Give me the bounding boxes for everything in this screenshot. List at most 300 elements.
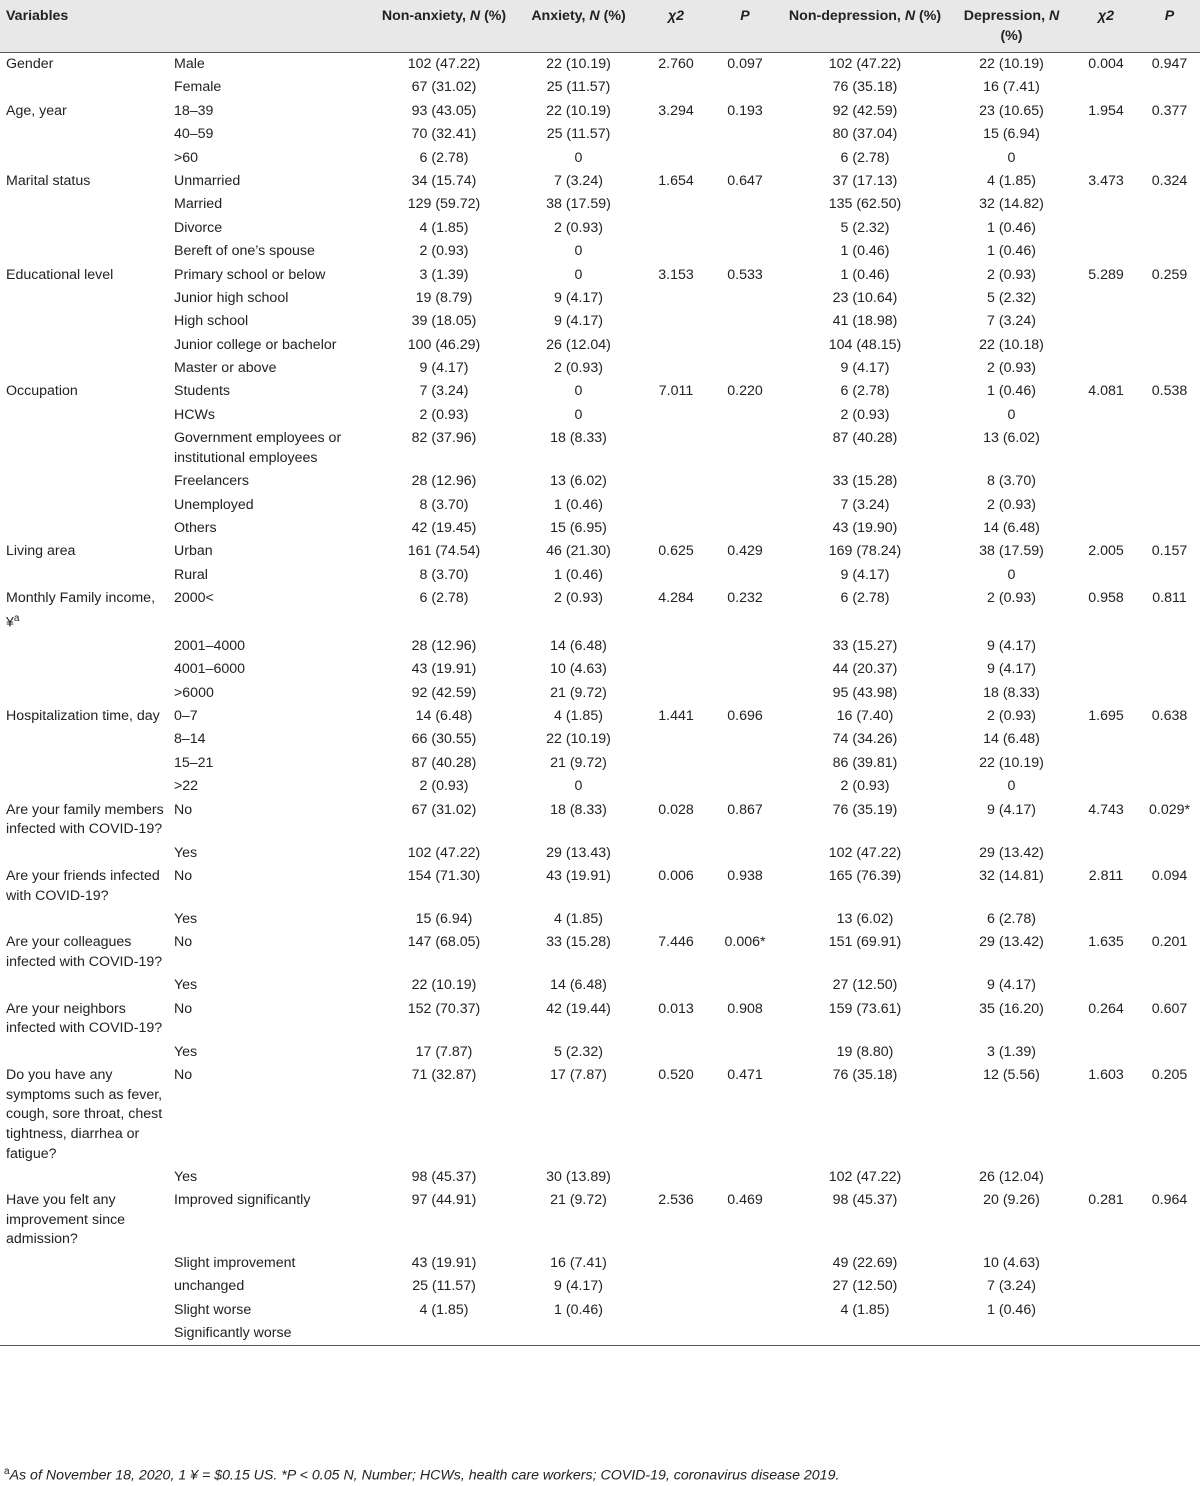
non-depression-cell (780, 564, 950, 587)
non-anxiety-cell-text: 8 (3.70) (419, 566, 469, 583)
depression-cell-text: 13 (6.02) (983, 430, 1040, 447)
p-anxiety-cell (710, 564, 780, 587)
p-depression-cell (1139, 635, 1200, 658)
depression-cell-text: 3 (1.39) (987, 1043, 1036, 1060)
category-cell-text: >22 (174, 778, 199, 795)
table-row (0, 775, 1200, 798)
variable-cell (0, 494, 168, 517)
non-depression-cell-text: 6 (2.78) (840, 383, 890, 400)
chi-square-depression-cell (1073, 76, 1139, 99)
depression-cell (950, 1041, 1073, 1064)
anxiety-cell (515, 427, 642, 470)
header-p-depression-label: P (1164, 8, 1175, 24)
category-cell (168, 865, 373, 908)
non-depression-cell (780, 1166, 950, 1189)
chi-square-anxiety-cell (642, 1299, 710, 1322)
p-depression-cell (1139, 357, 1200, 380)
p-depression-cell (1139, 147, 1200, 170)
non-depression-cell (780, 404, 950, 427)
non-depression-cell-text: 16 (7.40) (836, 708, 894, 725)
non-depression-cell (780, 799, 950, 842)
variable-cell (0, 752, 168, 775)
depression-cell-text: 16 (7.41) (983, 79, 1040, 96)
p-depression-cell (1139, 908, 1200, 931)
category-cell (168, 76, 373, 99)
non-depression-cell-text: 9 (4.17) (840, 360, 890, 377)
depression-cell (950, 775, 1073, 798)
p-depression-cell (1139, 123, 1200, 146)
category-cell (168, 1041, 373, 1064)
non-depression-cell-text: 2 (0.93) (840, 406, 890, 423)
category-cell-text: 40–59 (174, 126, 214, 143)
non-depression-cell (780, 1064, 950, 1166)
category-cell (168, 635, 373, 658)
variable-cell (0, 147, 168, 170)
variable-cell (0, 908, 168, 931)
variable-cell (0, 287, 168, 310)
anxiety-cell-text: 0 (574, 383, 583, 400)
depression-cell (950, 264, 1073, 287)
variable-cell (0, 517, 168, 540)
non-anxiety-cell (373, 635, 515, 658)
chi-square-depression-cell (1073, 1166, 1139, 1189)
variable-cell (0, 217, 168, 240)
table-header (0, 0, 1200, 53)
category-cell-text: Yes (174, 1043, 198, 1060)
depression-cell (950, 427, 1073, 470)
category-cell-text: Urban (174, 543, 213, 560)
category-cell (168, 658, 373, 681)
p-depression-cell (1139, 799, 1200, 842)
p-anxiety-cell (710, 470, 780, 493)
depression-cell-text: 32 (14.82) (979, 196, 1044, 213)
p-depression-cell (1139, 775, 1200, 798)
non-anxiety-cell (373, 682, 515, 705)
category-cell (168, 404, 373, 427)
category-cell (168, 998, 373, 1041)
depression-cell (950, 540, 1073, 563)
anxiety-cell-text: 9 (4.17) (554, 1278, 603, 1295)
chi-square-anxiety-cell-text: 0.625 (658, 543, 694, 560)
non-depression-cell-text: 1 (0.46) (840, 266, 890, 283)
category-cell-text: Others (174, 520, 217, 537)
depression-cell (950, 494, 1073, 517)
variable-cell-text: Living area (6, 543, 76, 560)
non-depression-cell (780, 517, 950, 540)
category-cell (168, 931, 373, 974)
anxiety-cell (515, 494, 642, 517)
anxiety-cell-text: 42 (19.44) (546, 1000, 611, 1017)
table-row (0, 587, 1200, 635)
non-depression-cell-text: 159 (73.61) (828, 1000, 902, 1017)
anxiety-cell-text: 25 (11.57) (546, 79, 611, 96)
chi-square-depression-cell (1073, 240, 1139, 263)
chi-square-anxiety-cell (642, 147, 710, 170)
table-row (0, 170, 1200, 193)
category-cell-text: 18–39 (174, 102, 214, 119)
p-depression-cell-text: 0.201 (1151, 934, 1188, 951)
non-depression-cell-text: 74 (34.26) (832, 731, 898, 748)
non-anxiety-cell (373, 998, 515, 1041)
table-row (0, 1166, 1200, 1189)
category-cell (168, 494, 373, 517)
chi-square-anxiety-cell (642, 310, 710, 333)
depression-cell-text: 2 (0.93) (987, 590, 1036, 607)
anxiety-cell (515, 1299, 642, 1322)
header-chi-square-depression (1073, 0, 1139, 53)
p-anxiety-cell (710, 752, 780, 775)
p-anxiety-cell (710, 404, 780, 427)
depression-cell-text: 18 (8.33) (983, 684, 1040, 701)
chi-square-depression-cell-text: 5.289 (1088, 266, 1124, 283)
table-row (0, 310, 1200, 333)
non-depression-cell (780, 53, 950, 77)
non-depression-cell (780, 865, 950, 908)
variable-cell (0, 170, 168, 193)
variable-cell (0, 865, 168, 908)
depression-cell (950, 728, 1073, 751)
anxiety-cell (515, 752, 642, 775)
header-non-depression-pct: (%) (915, 8, 942, 24)
p-depression-cell (1139, 587, 1200, 635)
chi-square-anxiety-cell (642, 170, 710, 193)
category-cell-text: No (174, 934, 193, 951)
p-depression-cell-text: 0.538 (1151, 383, 1188, 400)
table-row (0, 357, 1200, 380)
anxiety-cell-text: 29 (13.43) (546, 844, 611, 861)
chi-square-depression-cell-text: 2.005 (1088, 543, 1124, 560)
variable-cell (0, 1041, 168, 1064)
chi-square-anxiety-cell (642, 427, 710, 470)
p-anxiety-cell (710, 380, 780, 403)
variable-cell (0, 76, 168, 99)
anxiety-cell-text: 0 (574, 406, 583, 423)
p-anxiety-cell (710, 217, 780, 240)
non-depression-cell-text: 6 (2.78) (840, 149, 890, 166)
variable-cell (0, 775, 168, 798)
table-row (0, 380, 1200, 403)
non-anxiety-cell (373, 587, 515, 635)
p-anxiety-cell (710, 1041, 780, 1064)
non-depression-cell-text: 41 (18.98) (832, 313, 898, 330)
non-anxiety-cell (373, 540, 515, 563)
non-anxiety-cell (373, 705, 515, 728)
category-cell-text: 15–21 (174, 754, 214, 771)
non-depression-cell-text: 95 (43.98) (832, 684, 898, 701)
category-cell (168, 123, 373, 146)
table-row (0, 1299, 1200, 1322)
variable-cell (0, 334, 168, 357)
p-depression-cell (1139, 264, 1200, 287)
chi-square-anxiety-cell-text: 7.446 (658, 934, 694, 951)
non-anxiety-cell-text: 67 (31.02) (411, 801, 477, 818)
p-depression-cell (1139, 334, 1200, 357)
header-p-depression (1139, 0, 1200, 53)
non-depression-cell (780, 494, 950, 517)
variable-cell (0, 404, 168, 427)
anxiety-cell-text: 9 (4.17) (554, 313, 603, 330)
chi-square-anxiety-cell (642, 217, 710, 240)
non-anxiety-cell-text: 22 (10.19) (411, 977, 477, 994)
non-anxiety-cell (373, 865, 515, 908)
depression-cell (950, 380, 1073, 403)
chi-square-anxiety-cell (642, 635, 710, 658)
chi-square-depression-cell (1073, 170, 1139, 193)
depression-cell-text: 38 (17.59) (979, 543, 1044, 560)
p-depression-cell (1139, 658, 1200, 681)
category-cell (168, 287, 373, 310)
category-cell (168, 1299, 373, 1322)
anxiety-cell-text: 21 (9.72) (550, 684, 607, 701)
non-depression-cell (780, 1275, 950, 1298)
anxiety-cell (515, 635, 642, 658)
anxiety-cell-text: 0 (574, 266, 583, 283)
chi-square-depression-cell (1073, 147, 1139, 170)
chi-square-depression-cell (1073, 427, 1139, 470)
category-cell (168, 1275, 373, 1298)
variable-cell (0, 240, 168, 263)
chi-square-anxiety-cell (642, 334, 710, 357)
p-depression-cell (1139, 287, 1200, 310)
anxiety-cell (515, 1275, 642, 1298)
anxiety-cell (515, 380, 642, 403)
category-cell (168, 799, 373, 842)
anxiety-cell (515, 240, 642, 263)
non-anxiety-cell-text: 43 (19.91) (411, 661, 477, 678)
anxiety-cell-text: 16 (7.41) (550, 1254, 607, 1271)
depression-cell (950, 998, 1073, 1041)
depression-cell (950, 1252, 1073, 1275)
non-depression-cell-text: 7 (3.24) (840, 496, 890, 513)
depression-cell (950, 1299, 1073, 1322)
anxiety-cell (515, 775, 642, 798)
chi-square-anxiety-cell (642, 100, 710, 123)
table-row (0, 100, 1200, 123)
non-depression-cell-text: 33 (15.27) (832, 637, 898, 654)
depression-cell-text: 22 (10.19) (979, 56, 1044, 72)
variable-cell (0, 264, 168, 287)
p-depression-cell (1139, 404, 1200, 427)
non-anxiety-cell (373, 1064, 515, 1166)
p-anxiety-cell (710, 799, 780, 842)
variable-cell (0, 310, 168, 333)
depression-cell-text: 10 (4.63) (983, 1254, 1040, 1271)
chi-square-depression-cell (1073, 517, 1139, 540)
variable-cell (0, 540, 168, 563)
p-anxiety-cell (710, 357, 780, 380)
p-anxiety-cell (710, 1166, 780, 1189)
header-chi-square-anxiety-label: χ2 (667, 8, 685, 24)
anxiety-cell-text: 21 (9.72) (550, 1192, 607, 1209)
category-cell-text: No (174, 868, 193, 885)
anxiety-cell-text: 5 (2.32) (554, 1043, 603, 1060)
category-cell-text: Unmarried (174, 172, 241, 189)
table-row (0, 705, 1200, 728)
non-depression-cell (780, 1252, 950, 1275)
chi-square-anxiety-cell (642, 1189, 710, 1252)
p-depression-cell-text: 0.324 (1151, 172, 1188, 189)
anxiety-cell (515, 53, 642, 77)
chi-square-depression-cell (1073, 494, 1139, 517)
non-depression-cell-text: 86 (39.81) (832, 754, 898, 771)
header-non-depression-label: Non-depression, (788, 8, 905, 24)
header-depression-label: Depression, (963, 8, 1049, 24)
chi-square-depression-cell-text: 1.603 (1088, 1067, 1124, 1084)
non-depression-cell (780, 775, 950, 798)
variable-cell (0, 587, 168, 635)
variable-cell (0, 728, 168, 751)
non-anxiety-cell-text: 152 (70.37) (407, 1000, 481, 1017)
variable-cell (0, 1166, 168, 1189)
variable-cell (0, 931, 168, 974)
table-row (0, 334, 1200, 357)
p-anxiety-cell (710, 540, 780, 563)
chi-square-anxiety-cell (642, 564, 710, 587)
non-anxiety-cell-text: 28 (12.96) (411, 473, 477, 490)
chi-square-anxiety-cell (642, 1322, 710, 1346)
table-row (0, 217, 1200, 240)
footnote-marker: a (4, 1466, 10, 1477)
anxiety-cell (515, 1041, 642, 1064)
non-depression-cell-text: 49 (22.69) (832, 1254, 898, 1271)
variable-cell-text: Gender (6, 56, 54, 72)
anxiety-cell-text: 2 (0.93) (554, 360, 603, 377)
category-cell-text: High school (174, 313, 249, 330)
anxiety-cell-text: 14 (6.48) (550, 977, 607, 994)
p-anxiety-cell (710, 517, 780, 540)
p-depression-cell (1139, 705, 1200, 728)
p-anxiety-cell (710, 587, 780, 635)
category-cell (168, 334, 373, 357)
p-anxiety-cell (710, 658, 780, 681)
chi-square-anxiety-cell (642, 1041, 710, 1064)
chi-square-anxiety-cell (642, 1064, 710, 1166)
non-depression-cell-text: 1 (0.46) (840, 243, 890, 260)
category-cell-text: >6000 (174, 684, 214, 701)
p-anxiety-cell (710, 865, 780, 908)
p-anxiety-cell-text: 0.533 (727, 266, 763, 283)
anxiety-cell-text: 4 (1.85) (554, 708, 603, 725)
table-row (0, 635, 1200, 658)
non-anxiety-cell (373, 380, 515, 403)
depression-cell (950, 517, 1073, 540)
depression-cell (950, 842, 1073, 865)
variable-cell (0, 380, 168, 403)
anxiety-cell (515, 357, 642, 380)
chi-square-depression-cell (1073, 380, 1139, 403)
non-depression-cell (780, 974, 950, 997)
anxiety-cell (515, 470, 642, 493)
non-depression-cell (780, 76, 950, 99)
anxiety-cell-text: 0 (574, 778, 583, 795)
p-depression-cell-text: 0.947 (1151, 56, 1188, 72)
non-depression-cell (780, 1322, 950, 1346)
non-anxiety-cell-text: 28 (12.96) (411, 637, 477, 654)
depression-cell-text: 9 (4.17) (987, 801, 1036, 818)
depression-cell-text: 35 (16.20) (979, 1000, 1044, 1017)
non-anxiety-cell (373, 123, 515, 146)
chi-square-depression-cell-text: 0.264 (1088, 1000, 1124, 1017)
non-anxiety-cell (373, 310, 515, 333)
p-anxiety-cell (710, 1322, 780, 1346)
header-category (168, 0, 373, 53)
variable-cell (0, 998, 168, 1041)
chi-square-depression-cell (1073, 908, 1139, 931)
depression-cell (950, 1064, 1073, 1166)
anxiety-cell (515, 587, 642, 635)
non-anxiety-cell-text: 4 (1.85) (419, 219, 469, 236)
anxiety-cell-text: 1 (0.46) (554, 1301, 603, 1318)
non-anxiety-cell (373, 658, 515, 681)
p-depression-cell (1139, 974, 1200, 997)
non-anxiety-cell-text: 34 (15.74) (411, 172, 477, 189)
variable-cell (0, 123, 168, 146)
depression-cell-text: 23 (10.65) (979, 102, 1044, 119)
anxiety-cell-text: 26 (12.04) (546, 336, 611, 353)
header-depression (950, 0, 1073, 53)
table-row (0, 53, 1200, 77)
category-cell (168, 842, 373, 865)
p-anxiety-cell (710, 100, 780, 123)
category-cell (168, 517, 373, 540)
chi-square-anxiety-cell (642, 658, 710, 681)
category-cell-text: Government employees or institutional employees (174, 430, 342, 466)
chi-square-depression-cell (1073, 728, 1139, 751)
variable-cell (0, 564, 168, 587)
non-anxiety-cell-text: 7 (3.24) (419, 383, 469, 400)
category-cell (168, 470, 373, 493)
variable-cell-text: Are your colleagues infected with COVID-19? (6, 934, 163, 970)
chi-square-anxiety-cell (642, 865, 710, 908)
chi-square-depression-cell (1073, 799, 1139, 842)
chi-square-depression-cell (1073, 635, 1139, 658)
anxiety-cell (515, 658, 642, 681)
chi-square-anxiety-cell (642, 53, 710, 77)
p-anxiety-cell (710, 287, 780, 310)
depression-cell-text: 9 (4.17) (987, 637, 1036, 654)
variable-cell (0, 1275, 168, 1298)
chi-square-depression-cell (1073, 1189, 1139, 1252)
table-row (0, 494, 1200, 517)
p-anxiety-cell (710, 682, 780, 705)
anxiety-cell (515, 264, 642, 287)
depression-cell-text: 22 (10.18) (979, 336, 1044, 353)
non-anxiety-cell-text: 92 (42.59) (411, 684, 477, 701)
depression-cell-text: 22 (10.19) (979, 754, 1044, 771)
depression-cell-text: 4 (1.85) (987, 172, 1036, 189)
category-cell (168, 974, 373, 997)
chi-square-anxiety-cell-text: 0.013 (658, 1000, 694, 1017)
depression-cell-text: 15 (6.94) (983, 126, 1040, 143)
non-anxiety-cell (373, 1322, 515, 1346)
table-row (0, 931, 1200, 974)
non-depression-cell (780, 1299, 950, 1322)
depression-cell (950, 908, 1073, 931)
non-depression-cell (780, 310, 950, 333)
p-anxiety-cell (710, 1275, 780, 1298)
p-depression-cell (1139, 494, 1200, 517)
variable-cell (0, 100, 168, 123)
category-cell (168, 1322, 373, 1346)
depression-cell-text: 1 (0.46) (987, 243, 1036, 260)
depression-cell (950, 752, 1073, 775)
p-depression-cell (1139, 1064, 1200, 1166)
category-cell (168, 380, 373, 403)
p-anxiety-cell-text: 0.097 (727, 56, 763, 72)
anxiety-cell-text: 22 (10.19) (546, 102, 611, 119)
anxiety-cell (515, 842, 642, 865)
non-anxiety-cell-text: 2 (0.93) (419, 243, 469, 260)
